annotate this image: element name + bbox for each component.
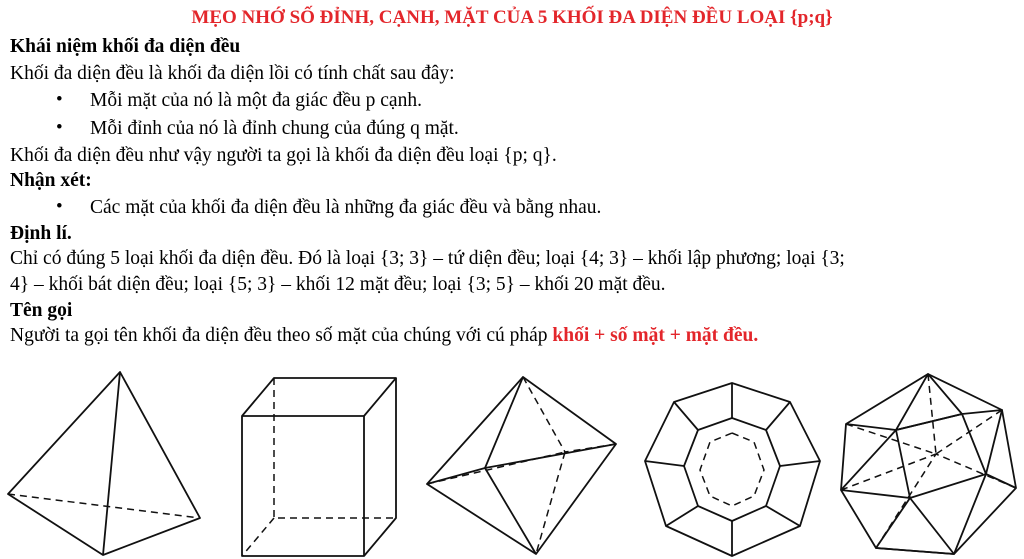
naming-text xyxy=(10,324,758,348)
theorem-heading: Định lí. xyxy=(10,223,72,244)
cube-figure xyxy=(232,374,412,559)
naming-highlight: khối + số mặt + mặt đều. xyxy=(552,325,759,346)
concept-heading: Khái niệm khối đa diện đều xyxy=(10,36,241,57)
dodecahedron-figure xyxy=(640,378,825,559)
tetrahedron-figure xyxy=(0,366,210,559)
bullet-icon: • xyxy=(56,89,63,110)
concept-bullet-2: Mỗi đỉnh của nó là đỉnh chung của đúng q mặt. xyxy=(90,118,459,139)
bullet-icon: • xyxy=(56,196,63,217)
octahedron-figure xyxy=(420,374,640,559)
page-title: MẸO NHỚ SỐ ĐỈNH, CẠNH, MẶT CỦA 5 KHỐI ĐA DIỆN ĐỀU LOẠI {p;q} xyxy=(191,7,833,28)
bullet-icon: • xyxy=(56,117,63,138)
theorem-line-2: 4} – khối bát diện đều; loại {5; 3} – khối 12 mặt đều; loại {3; 5} – khối 20 mặt đều. xyxy=(10,274,666,295)
remark-heading: Nhận xét: xyxy=(10,170,92,191)
icosahedron-figure xyxy=(836,370,1024,559)
concept-intro: Khối đa diện đều là khối đa diện lồi có tính chất sau đây: xyxy=(10,63,455,84)
theorem-line-1: Chỉ có đúng 5 loại khối đa diện đều. Đó là loại {3; 3} – tứ diện đều; loại {4; 3} – khối lập phương; loại {3; xyxy=(10,248,845,269)
concept-conclusion: Khối đa diện đều như vậy người ta gọi là khối đa diện đều loại {p; q}. xyxy=(10,145,557,166)
naming-body: Người ta gọi tên khối đa diện đều theo số mặt của chúng với cú pháp xyxy=(10,325,553,346)
remark-bullet-1: Các mặt của khối đa diện đều là những đa giác đều và bằng nhau. xyxy=(90,197,602,218)
concept-bullet-1: Mỗi mặt của nó là một đa giác đều p cạnh. xyxy=(90,90,422,111)
naming-heading: Tên gọi xyxy=(10,300,73,321)
